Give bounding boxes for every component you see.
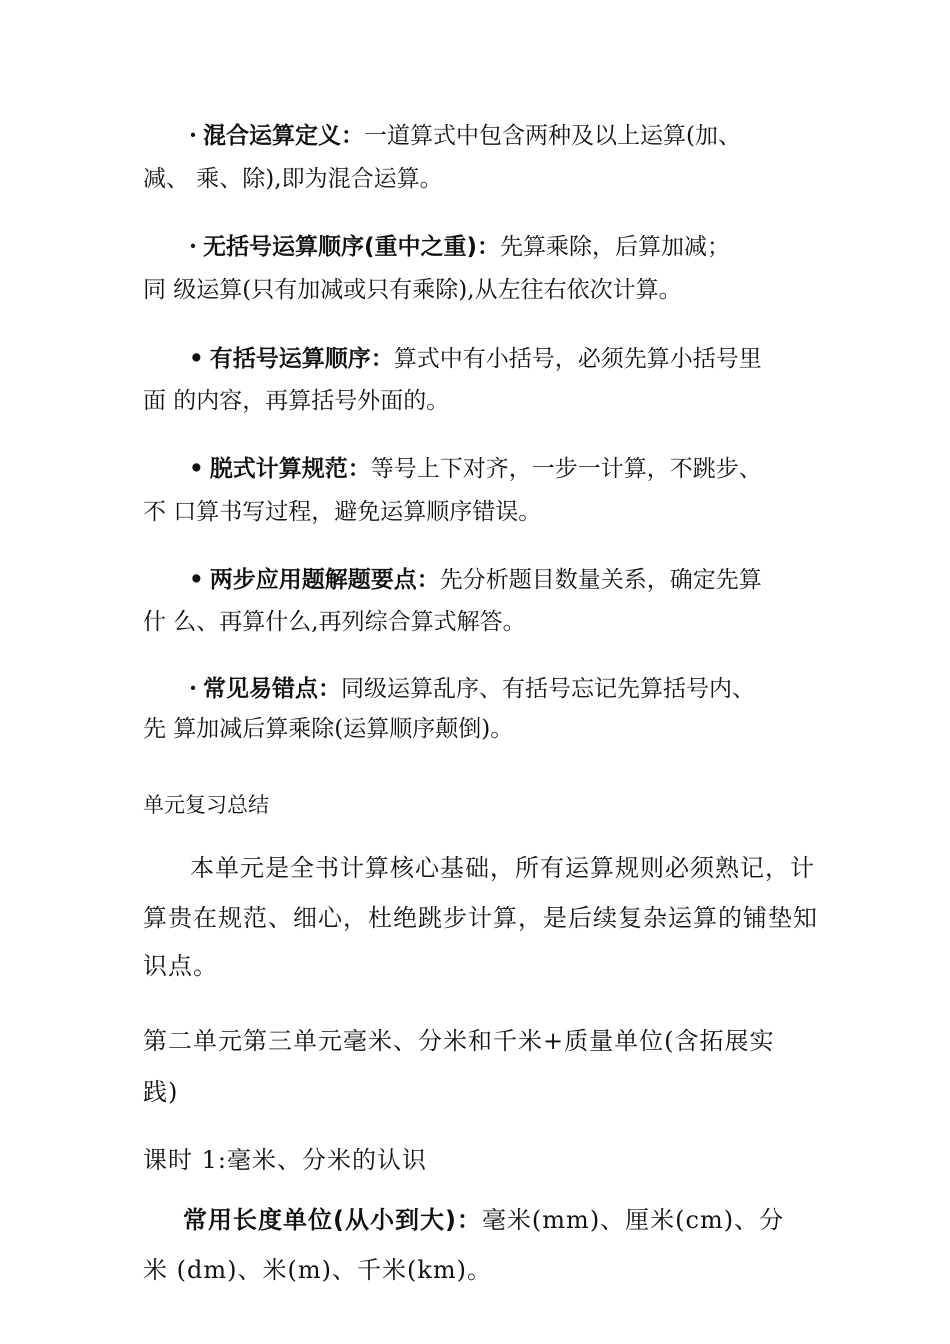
length-units-text: 毫米(mm)、厘米(cm)、分 [481, 1206, 785, 1234]
bullet: • [189, 455, 204, 482]
section-6-text: 同级运算乱序、有括号忘记先算括号内、 [341, 676, 756, 702]
section-5-line-1 [0, 565, 950, 595]
section-4-term: 脱式计算规范： [209, 456, 371, 482]
summary-paragraph-line-1: 本单元是全书计算核心基础，所有运算规则必须熟记，计 [190, 854, 815, 882]
section-5-text: 先分析题目数量关系，确定先算 [439, 567, 762, 593]
section-2-term: 无括号运算顺序(重中之重)： [203, 234, 501, 260]
section-3-text: 算式中有小括号，必须先算小括号里 [393, 346, 762, 372]
unit-title-line-2: 践) [143, 1078, 179, 1106]
section-4-text: 等号上下对齐，一步一计算，不跳步、 [370, 456, 762, 482]
summary-heading: 单元复习总结 [143, 793, 269, 817]
section-4-line-1 [0, 454, 950, 484]
bullet: · [189, 233, 198, 260]
summary-paragraph-line-2: 算贵在规范、细心，杜绝跳步计算，是后续复杂运算的铺垫知 [143, 904, 818, 932]
section-3-line-2: 面 的内容，再算括号外面的。 [143, 388, 450, 414]
section-1-line-1 [0, 121, 950, 151]
bullet: • [189, 566, 204, 593]
section-6-line-1 [0, 674, 950, 704]
section-5-term: 两步应用题解题要点： [209, 567, 440, 593]
section-2-line-2: 同 级运算(只有加减或只有乘除),从左往右依次计算。 [143, 277, 682, 303]
section-1-line-2: 减、 乘、除),即为混合运算。 [143, 166, 443, 192]
section-6-line-2: 先 算加减后算乘除(运算顺序颠倒)。 [143, 716, 514, 742]
section-6-term: 常见易错点： [203, 676, 342, 702]
bullet: · [189, 675, 198, 702]
section-1-term: 混合运算定义： [203, 123, 365, 149]
section-2-line-1 [0, 232, 950, 262]
unit-title-line-1: 第二单元第三单元毫米、分米和千米+质量单位(含拓展实 [143, 1027, 775, 1055]
section-4-line-2: 不 口算书写过程，避免运算顺序错误。 [143, 499, 542, 525]
summary-paragraph-line-3: 识点。 [143, 952, 218, 980]
section-2-text: 先算乘除，后算加减； [500, 234, 731, 260]
section-5-line-2: 什 么、再算什么,再列综合算式解答。 [143, 609, 526, 635]
section-3-term: 有括号运算顺序： [209, 346, 394, 372]
section-1-text: 一道算式中包含两种及以上运算(加、 [364, 123, 741, 149]
bullet: · [189, 122, 198, 149]
length-units-term: 常用长度单位(从小到大)： [183, 1206, 482, 1234]
length-units-line-2: 米 (dm)、米(m)、千米(km)。 [143, 1256, 492, 1284]
bullet: • [189, 345, 204, 372]
section-3-line-1 [0, 344, 950, 374]
lesson-title: 课时 1:毫米、分米的认识 [143, 1146, 427, 1174]
length-units-line-1 [0, 1205, 950, 1235]
